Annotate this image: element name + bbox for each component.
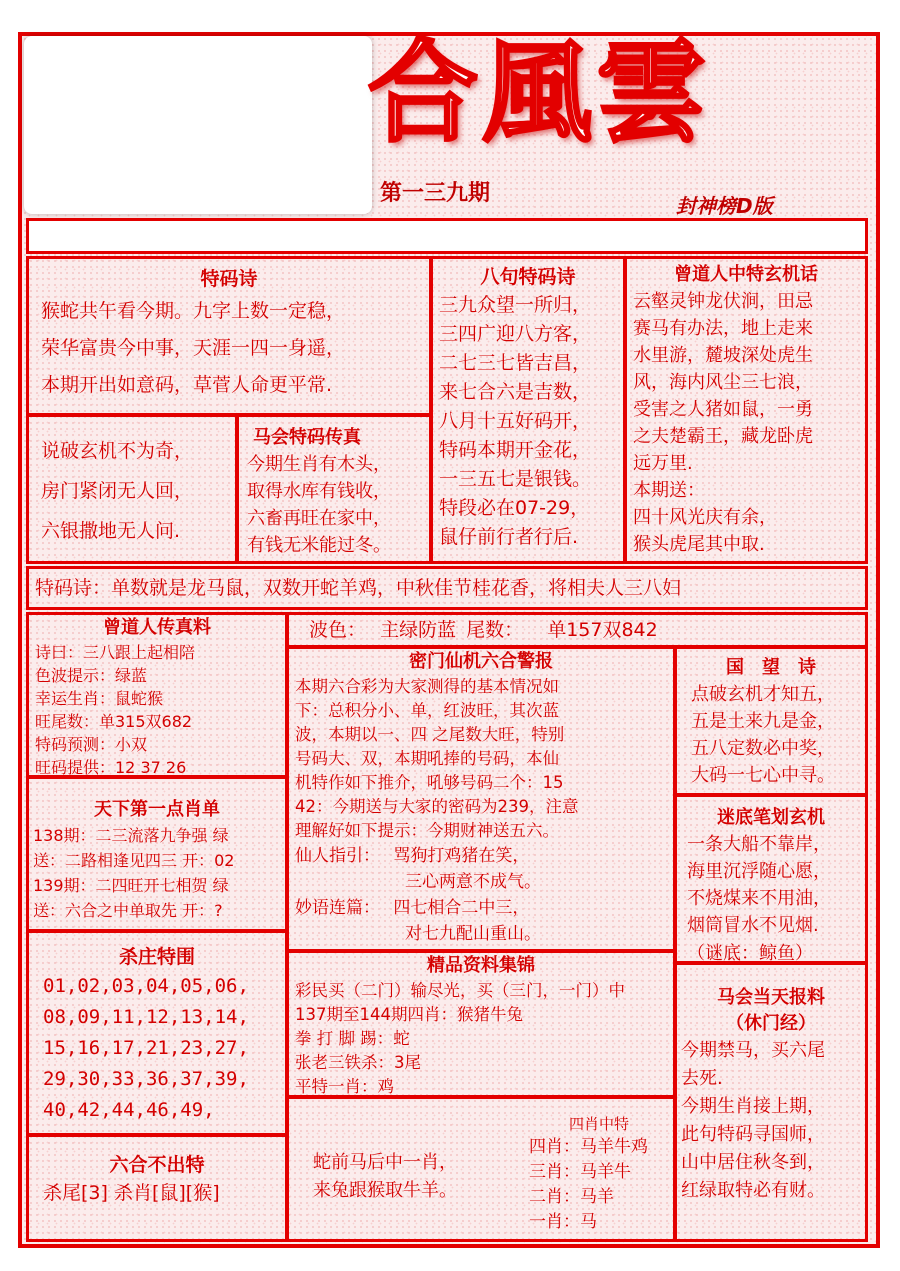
number-line: 01,02,03,04,05,06, [43, 975, 249, 997]
poem-line: 来兔跟猴取牛羊。 [313, 1180, 457, 1201]
number-line: 08,09,11,12,13,14, [43, 1006, 249, 1028]
miao-text: 四七相合二中三， [393, 898, 530, 918]
eight-line-heading: 八句特码诗 [480, 266, 576, 288]
mimen-box [286, 646, 676, 952]
poem-line: 烟筒冒水不见烟. [687, 915, 819, 936]
text-line: 特码预测：小双 [35, 735, 148, 754]
mahui-baoliao-subheading: （休门经） [726, 1013, 816, 1034]
tail-label: 尾数： [466, 619, 524, 641]
zeng-chuanzhen-box [26, 612, 288, 778]
poem-line: 来七合六是吉数， [439, 381, 592, 403]
wave-label: 波色： [309, 619, 367, 641]
number-line: 29,30,33,36,37,39, [43, 1068, 249, 1090]
text-line: 赛马有办法，地上走来 [633, 318, 813, 339]
poem-line: 三四广迎八方客， [439, 323, 592, 345]
text-line: 139期：二四旺开七相贺 绿 [33, 876, 229, 895]
text-line: 下：总积分小、单，红波旺，其次蓝 [295, 701, 559, 720]
text-line: 远万里. [633, 453, 693, 474]
shazhuang-box [26, 930, 288, 1136]
jingpin-box [286, 950, 676, 1098]
number-line: 15,16,17,21,23,27, [43, 1037, 249, 1059]
poem-line: 本期开出如意码，草菅人命更平常. [41, 374, 333, 396]
sixiao-line: 四肖：马羊牛鸡 [529, 1137, 648, 1157]
text-line: 猴头虎尾其中取. [633, 534, 765, 555]
zeng-xuanji-box [624, 256, 868, 564]
guowang-heading: 国 望 诗 [726, 657, 816, 678]
miao-label: 妙语连篇： [295, 898, 380, 918]
tema-poem-bar [26, 566, 868, 610]
poem-line: 八月十五好码开， [439, 410, 592, 432]
text-line: 送：二路相逢见四三 开：02 [33, 851, 235, 870]
text-line: 波，本期以一、四 之尾数大旺，特别 [295, 725, 565, 744]
text-line: 平特一肖：鸡 [295, 1077, 394, 1096]
text-line: 号码大、双，本期吼捧的号码，本仙 [295, 749, 559, 768]
poem-line: 三九众望一所归， [439, 294, 592, 316]
miao-line-2: 对七九配山重山。 [405, 924, 541, 944]
liuhe-buchu-line: 杀尾[3] 杀肖[鼠][猴] [43, 1182, 220, 1204]
shuopo-box [26, 414, 238, 564]
zeng-xuanji-heading: 曾道人中特玄机话 [674, 264, 818, 285]
text-line: 此句特码寻国师， [681, 1124, 825, 1145]
liuhe-buchu-box [26, 1134, 288, 1242]
text-line: 旺码提供：12 37 26 [35, 758, 187, 777]
poem-line: 蛇前马后中一肖， [313, 1152, 457, 1173]
logo-blank-area [24, 36, 372, 214]
text-line: 机特作如下推介，吼够号码二个：15 [295, 773, 564, 792]
poem-line: 猴蛇共午看今期。九字上数一定稳， [41, 300, 346, 322]
poem-line: 房门紧闭无人回， [41, 480, 194, 502]
wave-bar-line [289, 615, 865, 645]
poem-line: 六畜再旺在家中， [247, 508, 391, 529]
guide-text: 骂狗打鸡猪在笑， [393, 846, 530, 866]
poem-line: 一三五七是银钱。 [439, 468, 592, 490]
tail-value: 单157双842 [547, 619, 658, 641]
text-line: 今期禁马，买六尾 [681, 1040, 825, 1061]
text-line: 42：今期送与大家的密码为239，注意 [295, 797, 579, 816]
text-line: 色波提示：绿蓝 [35, 666, 148, 685]
masthead-title: 合風雲 [368, 28, 710, 157]
text-line: 张老三铁杀：3尾 [295, 1053, 421, 1072]
tema-poem-heading: 特码诗 [200, 268, 258, 290]
poem-line: 特码本期开金花， [439, 439, 592, 461]
mahui-baoliao-box [674, 962, 868, 1242]
guide-label: 仙人指引： [295, 846, 380, 866]
poem-line: 大码一七心中寻。 [691, 765, 835, 786]
poem-line: 不烧煤来不用油， [687, 888, 831, 909]
wave-color-bar [286, 612, 868, 648]
text-line: 137期至144期四肖：猴猪牛兔 [295, 1005, 523, 1024]
guide-line-1 [295, 843, 673, 869]
poem-line: 五是土来九是金， [691, 711, 835, 732]
text-line: 风，海内风尘三七浪， [633, 372, 813, 393]
text-line: 受害之人猪如鼠，一勇 [633, 399, 813, 420]
text-line: 去死. [681, 1068, 723, 1089]
number-line: 40,42,44,46,49, [43, 1099, 215, 1121]
poem-line: 特段必在07-29， [439, 497, 590, 519]
mahui-baoliao-heading: 马会当天报料 [717, 987, 825, 1008]
poem-line: 一条大船不靠岸， [687, 834, 831, 855]
sixiao-line: 三肖：马羊牛 [529, 1162, 631, 1182]
wave-color-text: 主绿防蓝 [380, 619, 457, 641]
text-line: 水里游，麓坡深处虎生 [633, 345, 813, 366]
tianxia-box [26, 776, 288, 932]
poem-line: 海里沉浮随心愿， [687, 861, 831, 882]
zeng-chuanzhen-heading: 曾道人传真料 [103, 617, 211, 638]
text-line: 旺尾数：单315双682 [35, 712, 193, 731]
poem-line: 二七三七皆吉昌， [439, 352, 592, 374]
text-line: 诗曰：三八跟上起相陪 [35, 643, 196, 662]
poem-line: 说破玄机不为奇， [41, 440, 194, 462]
text-line: 幸运生肖：鼠蛇猴 [35, 689, 164, 708]
top-strip [26, 218, 868, 254]
mimen-heading: 密门仙机六合警报 [409, 651, 553, 672]
poem-line: 六银撒地无人问. [41, 520, 181, 542]
guide-line-2: 三心两意不成气。 [405, 872, 541, 892]
text-line: 红绿取特必有财。 [681, 1180, 825, 1201]
guowang-box [674, 646, 868, 796]
sixiao-heading: 四肖中特 [569, 1115, 630, 1133]
poem-line: 今期生肖有木头， [247, 454, 391, 475]
edition-label: 封神榜D版 [676, 194, 773, 218]
text-line: 138期：二三流落九争强 绿 [33, 826, 229, 845]
text-line: 云壑灵钟龙伏涧，田忌 [633, 291, 813, 312]
text-line: 之夫楚霸王，藏龙卧虎 [633, 426, 813, 447]
tianxia-heading: 天下第一点肖单 [94, 799, 220, 820]
poem-line: 五八定数必中奖， [691, 738, 835, 759]
shemian-box [286, 1096, 676, 1242]
eight-line-poem-box [430, 256, 626, 564]
text-line: 本期六合彩为大家测得的基本情况如 [295, 677, 559, 696]
text-line: 四十风光庆有余， [633, 507, 777, 528]
tema-bar-text: 特码诗：单数就是龙马鼠，双数开蛇羊鸡，中秋佳节桂花香，将相夫人三八妇 [35, 577, 682, 599]
riddle-answer: （谜底：鲸鱼） [687, 943, 813, 964]
shazhuang-heading: 杀庄特围 [118, 946, 195, 968]
midi-box [674, 794, 868, 964]
text-line: 理解好如下提示：今期财神送五六。 [295, 821, 559, 840]
midi-heading: 迷底笔划玄机 [717, 807, 825, 828]
text-line: 拳 打 脚 踢：蛇 [295, 1029, 410, 1048]
mahui-chuanzhen-heading: 马会特码传真 [253, 427, 361, 448]
sixiao-line: 二肖：马羊 [529, 1187, 614, 1207]
jingpin-heading: 精品资料集锦 [427, 955, 535, 976]
mahui-chuanzhen-box [236, 414, 432, 564]
issue-number: 第一三九期 [380, 181, 491, 206]
poem-line: 鼠仔前行者行后. [439, 526, 579, 548]
text-line: 今期生肖接上期， [681, 1096, 825, 1117]
liuhe-buchu-heading: 六合不出特 [109, 1154, 205, 1176]
tema-poem-box [26, 256, 432, 416]
miao-line-1 [295, 895, 673, 921]
poem-line: 点破玄机才知五， [691, 684, 835, 705]
text-line: 送：六合之中单取先 开：? [33, 901, 223, 920]
text-line: 本期送： [633, 480, 705, 501]
poem-line: 取得水库有钱收， [247, 481, 391, 502]
poem-line: 有钱无米能过冬。 [247, 535, 391, 556]
text-line: 山中居住秋冬到， [681, 1152, 825, 1173]
text-line: 彩民买（二门）输尽光，买（三门，一门）中 [295, 981, 625, 1000]
poem-line: 荣华富贵今中事，天涯一四一身遥， [41, 337, 346, 359]
sixiao-line: 一肖：马 [529, 1212, 597, 1232]
